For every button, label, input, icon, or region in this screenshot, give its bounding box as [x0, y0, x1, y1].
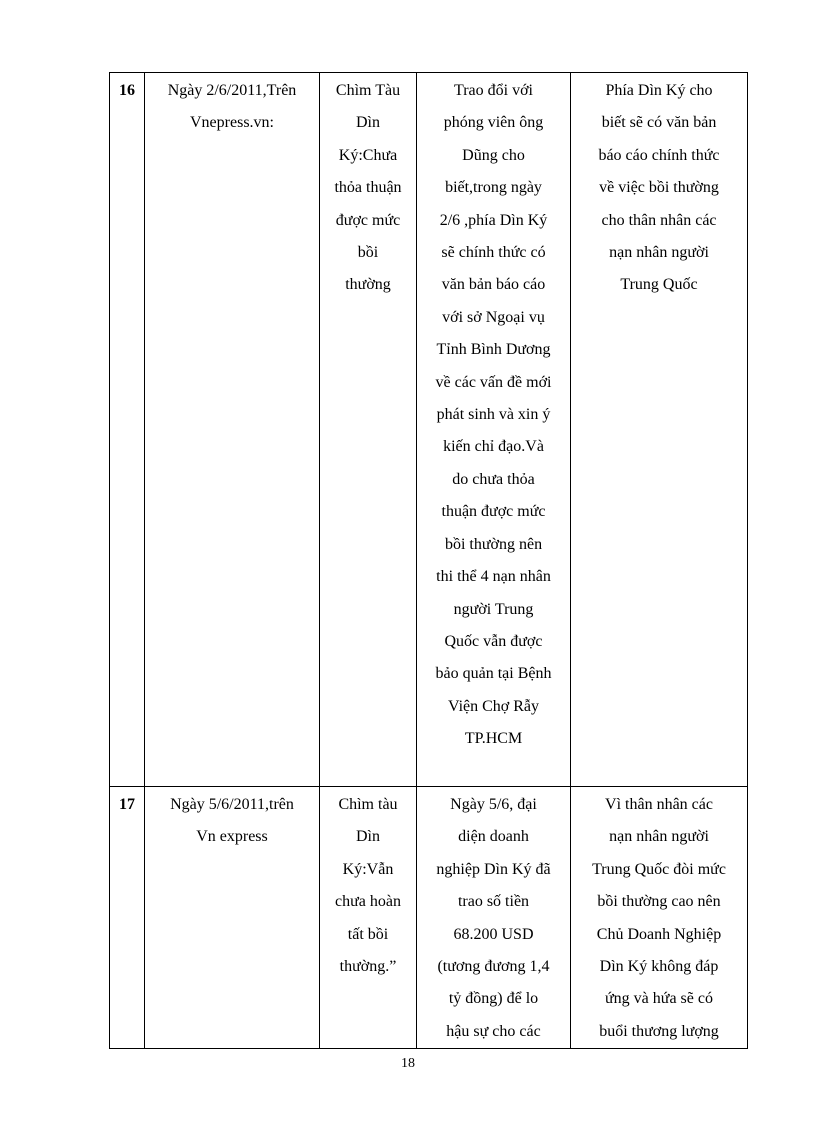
cell-line: thường.”: [339, 958, 397, 976]
date-source-cell: [145, 73, 320, 787]
article-title-cell: [320, 787, 417, 1049]
date-source-cell: [145, 787, 320, 1049]
cell-line: thi thể 4 nạn nhân: [436, 568, 551, 586]
cell-line: về các vấn đề mới: [435, 373, 552, 391]
cell-line: diện doanh: [458, 828, 529, 846]
cell-line: thỏa thuận: [334, 179, 402, 197]
cell-line: Vn express: [196, 828, 268, 846]
cell-line: Dũng cho: [462, 146, 525, 164]
remarks-cell: [571, 73, 748, 787]
cell-line: nạn nhân người: [609, 244, 709, 262]
cell-line: nghiệp Dìn Ký đã: [436, 860, 551, 878]
cell-line: biết,trong ngày: [445, 179, 542, 197]
cell-line: Ký:Vẫn: [342, 860, 394, 878]
cell-line: chưa hoàn: [335, 893, 401, 911]
cell-line: 2/6 ,phía Dìn Ký: [439, 211, 548, 229]
cell-line: Tỉnh Bình Dương: [436, 341, 551, 359]
cell-line: trao số tiền: [457, 893, 530, 911]
cell-line: Ngày 5/6/2011,trên: [170, 796, 294, 813]
cell-line: Dìn: [356, 114, 380, 132]
article-content-cell: [417, 787, 571, 1049]
cell-line: phát sinh và xin ý: [436, 406, 551, 424]
cell-line: thuận được mức: [441, 503, 546, 521]
cell-line: bồi thường nên: [444, 535, 543, 553]
cell-line: tất bồi: [347, 925, 389, 943]
cell-line: TP.HCM: [464, 730, 523, 748]
cell-line: Trung Quốc đòi mức: [592, 860, 726, 878]
cell-line: Ngày 2/6/2011,Trên: [167, 82, 297, 99]
row-number-cell: 16: [110, 73, 145, 787]
cell-line: 68.200 USD: [453, 925, 534, 943]
table-row: [110, 787, 748, 1049]
cell-line: về việc bồi thường: [599, 179, 719, 197]
cell-line: văn bản báo cáo: [441, 276, 546, 294]
cell-line: người Trung: [453, 600, 534, 618]
cell-line: hậu sự cho các: [446, 1022, 541, 1040]
news-table: [109, 72, 748, 1049]
cell-line: Ngày 5/6, đại: [450, 796, 537, 813]
cell-line: Dìn Ký không đáp: [599, 958, 719, 976]
cell-line: sẽ chính thức có: [441, 244, 546, 262]
cell-line: được mức: [335, 211, 401, 229]
cell-line: bồi thường cao nên: [597, 893, 721, 911]
cell-line: Dìn: [356, 828, 380, 846]
cell-line: (tương đương 1,4: [437, 958, 550, 976]
cell-line: nạn nhân người: [609, 828, 709, 846]
cell-line: biết sẽ có văn bản: [601, 114, 717, 132]
cell-line: bảo quản tại Bệnh: [435, 665, 552, 683]
remarks-cell: [571, 787, 748, 1049]
cell-line: tỷ đồng) để lo: [448, 990, 539, 1008]
cell-line: Chìm Tàu: [335, 82, 401, 99]
page-number: 18: [401, 1056, 415, 1071]
cell-line: Vì thân nhân các: [605, 796, 713, 813]
article-content-cell: [417, 73, 571, 787]
cell-line: báo cáo chính thức: [598, 146, 720, 164]
cell-line: ứng và hứa sẽ có: [605, 990, 713, 1008]
row-number-cell: 17: [110, 787, 145, 1049]
cell-line: Vnepress.vn:: [190, 114, 274, 132]
article-title-cell: [320, 73, 417, 787]
cell-line: do chưa thỏa: [452, 470, 535, 488]
cell-line: phóng viên ông: [443, 114, 544, 132]
cell-line: buổi thương lượng: [599, 1022, 719, 1040]
cell-line: Phía Dìn Ký cho: [605, 82, 713, 99]
cell-line: với sở Ngoại vụ: [442, 308, 545, 326]
cell-line: Trung Quốc: [620, 276, 698, 294]
cell-line: Quốc vẫn được: [444, 632, 543, 650]
cell-line: bồi: [357, 244, 379, 262]
cell-line: Ký:Chưa: [338, 146, 398, 164]
cell-line: thường: [345, 276, 391, 294]
cell-line: Trao đổi với: [454, 82, 533, 99]
cell-line: Chìm tàu: [338, 796, 398, 813]
cell-line: Viện Chợ Rẫy: [447, 697, 540, 715]
cell-line: Chủ Doanh Nghiệp: [596, 925, 722, 943]
cell-line: cho thân nhân các: [601, 211, 717, 229]
table-row: [110, 73, 748, 787]
cell-line: kiến chỉ đạo.Và: [443, 438, 544, 456]
